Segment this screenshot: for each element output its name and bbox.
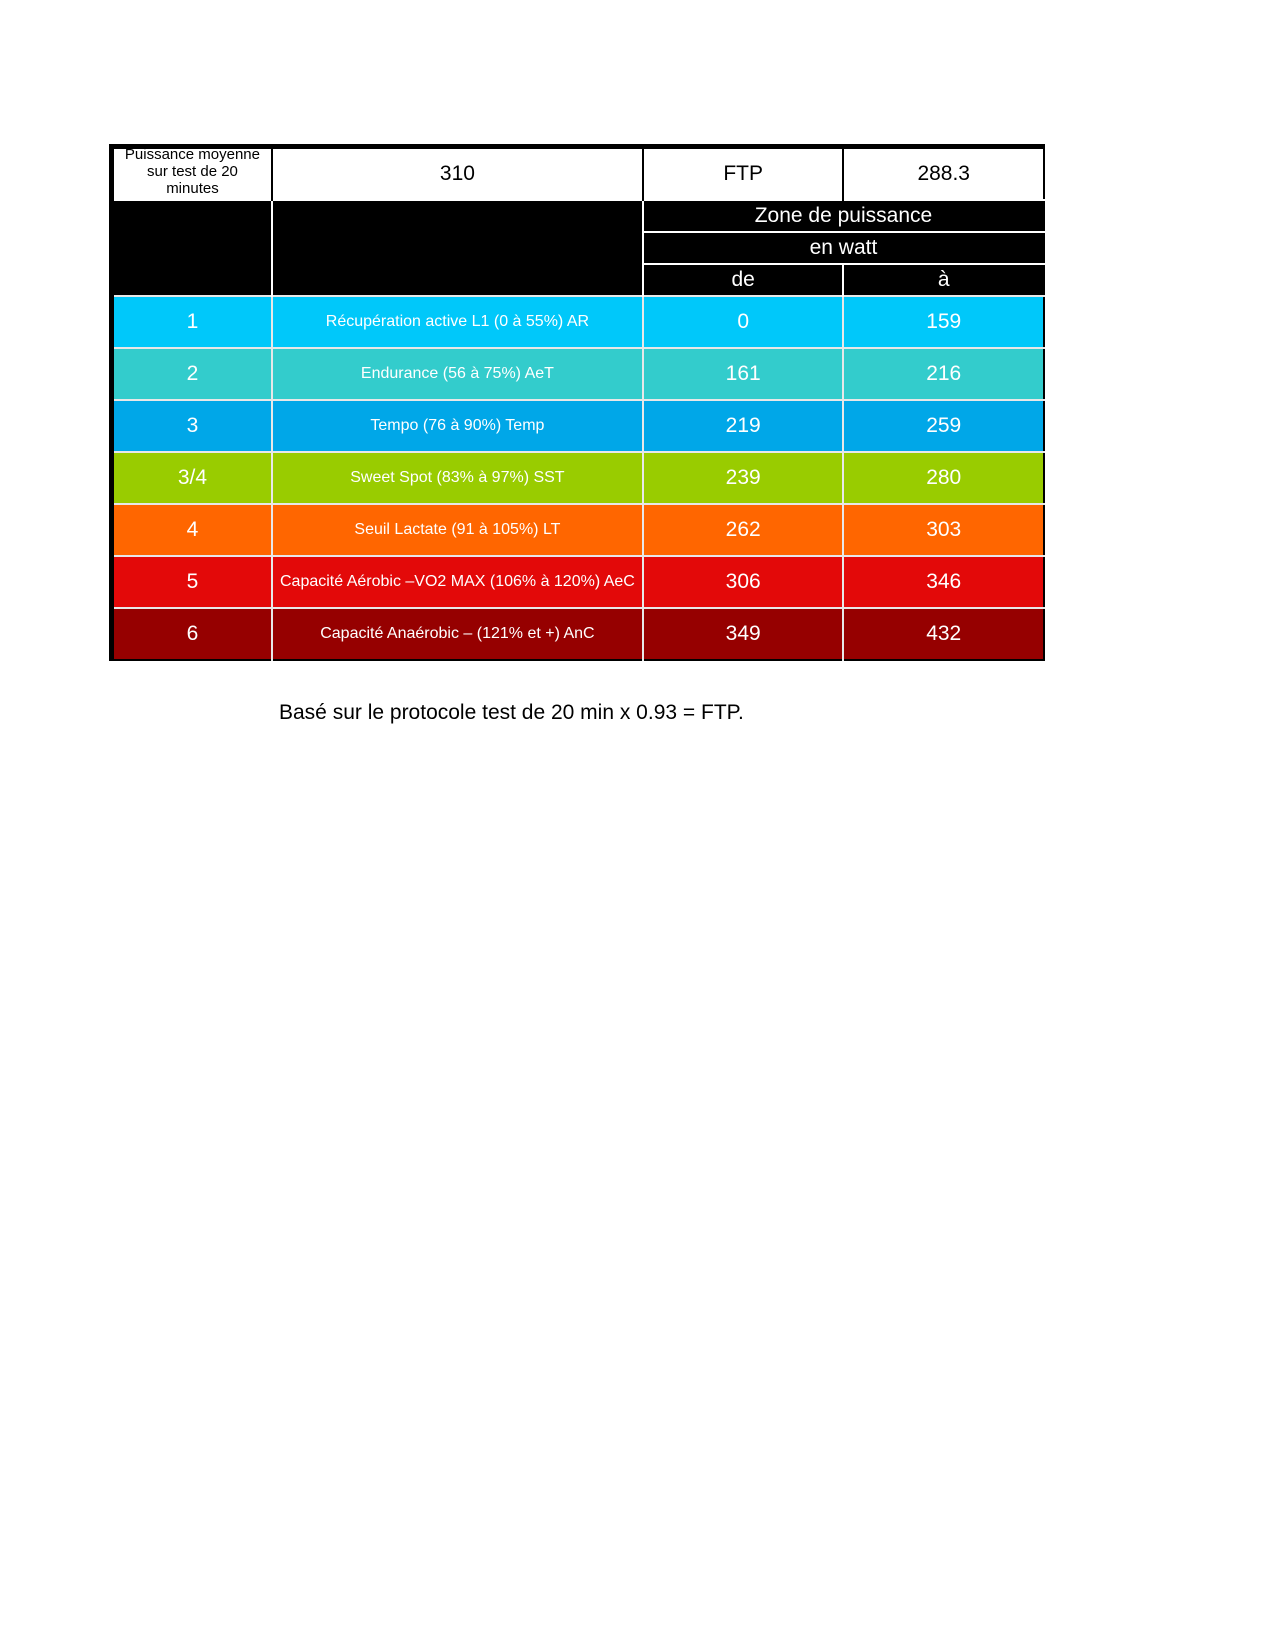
zone-from-value: 262 xyxy=(643,504,844,556)
zone-row xyxy=(112,608,1045,660)
header-blank-description xyxy=(272,200,643,296)
zone-description: Seuil Lactate (91 à 105%) LT xyxy=(272,504,643,556)
zone-description: Tempo (76 à 90%) Temp xyxy=(272,400,643,452)
zone-row xyxy=(112,296,1045,348)
zone-from-value: 0 xyxy=(643,296,844,348)
zone-row xyxy=(112,348,1045,400)
zone-number: 5 xyxy=(112,556,272,608)
zone-row xyxy=(112,452,1045,504)
power-zone-table xyxy=(109,144,1045,661)
zone-number: 3 xyxy=(112,400,272,452)
summary-row xyxy=(112,147,1045,201)
footnote: Basé sur le protocole test de 20 min x 0.93 = FTP. xyxy=(279,701,744,724)
ftp-label: FTP xyxy=(643,147,844,201)
zone-description: Capacité Aérobic –VO2 MAX (106% à 120%) AeC xyxy=(272,556,643,608)
zone-title: Zone de puissance xyxy=(643,200,1044,232)
zone-number: 3/4 xyxy=(112,452,272,504)
zone-from-value: 306 xyxy=(643,556,844,608)
zone-row xyxy=(112,400,1045,452)
zone-to-value: 216 xyxy=(843,348,1044,400)
zone-description: Sweet Spot (83% à 97%) SST xyxy=(272,452,643,504)
zone-number: 2 xyxy=(112,348,272,400)
zone-description: Récupération active L1 (0 à 55%) AR xyxy=(272,296,643,348)
header-blank-zone xyxy=(112,200,272,296)
header-row-title xyxy=(112,200,1045,232)
zone-row xyxy=(112,504,1045,556)
zone-number: 6 xyxy=(112,608,272,660)
zone-description: Endurance (56 à 75%) AeT xyxy=(272,348,643,400)
zone-to-value: 259 xyxy=(843,400,1044,452)
zone-number: 1 xyxy=(112,296,272,348)
zone-row xyxy=(112,556,1045,608)
zone-to-value: 280 xyxy=(843,452,1044,504)
from-header: de xyxy=(643,264,844,296)
ftp-value: 288.3 xyxy=(843,147,1044,201)
test-power-value: 310 xyxy=(272,147,643,201)
zone-to-value: 346 xyxy=(843,556,1044,608)
zone-to-value: 432 xyxy=(843,608,1044,660)
zone-to-value: 159 xyxy=(843,296,1044,348)
zone-description: Capacité Anaérobic – (121% et +) AnC xyxy=(272,608,643,660)
test-power-label: Puissance moyenne sur test de 20 minutes xyxy=(112,147,272,201)
zone-from-value: 349 xyxy=(643,608,844,660)
zone-number: 4 xyxy=(112,504,272,556)
zone-rows xyxy=(112,296,1045,660)
zone-from-value: 239 xyxy=(643,452,844,504)
zone-from-value: 219 xyxy=(643,400,844,452)
to-header: à xyxy=(843,264,1044,296)
zone-unit: en watt xyxy=(643,232,1044,264)
zone-from-value: 161 xyxy=(643,348,844,400)
zone-to-value: 303 xyxy=(843,504,1044,556)
